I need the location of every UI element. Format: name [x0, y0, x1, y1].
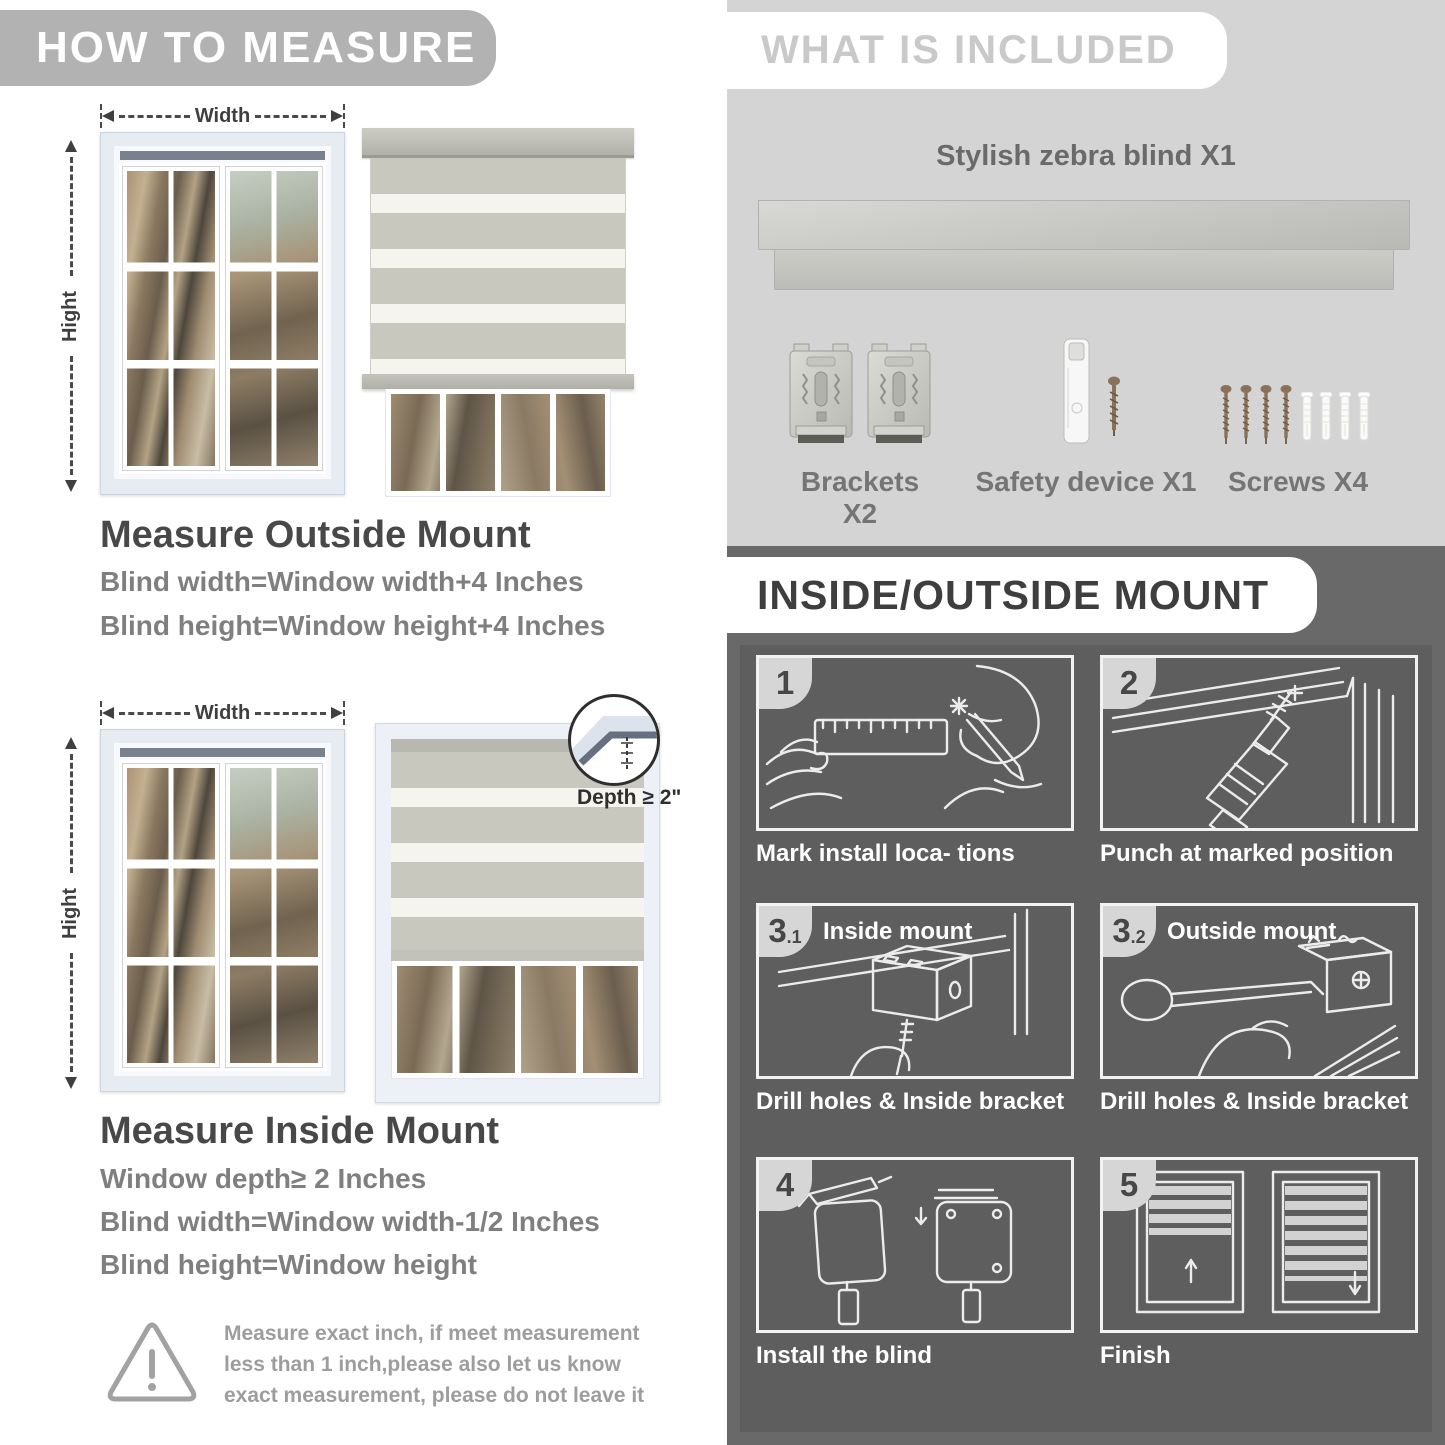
step-3-1-frame [756, 903, 1074, 1079]
dim-tick [343, 104, 345, 128]
arrowhead-right-icon [331, 110, 343, 122]
how-to-measure-banner [0, 10, 496, 86]
height-label: Hight [59, 290, 82, 342]
brackets-label: Brackets X2 [800, 466, 920, 529]
height-label-wrap [45, 878, 96, 948]
step-5-caption: Finish [1100, 1342, 1171, 1369]
step-3-2-caption: Drill holes & Inside bracket [1100, 1088, 1409, 1115]
outside-mount-formula-height: Blind height=Window height+4 Inches [100, 610, 606, 641]
zebra-blind-outside-mount [362, 128, 634, 497]
mini-pane [501, 394, 605, 491]
inside-mount-formula-width: Blind width=Window width-1/2 Inches [100, 1206, 600, 1237]
mount-title: INSIDE/OUTSIDE MOUNT [757, 571, 1270, 618]
dashed-line [119, 712, 190, 715]
step-3-1-title: Inside mount [823, 918, 973, 945]
how-to-measure-title: HOW TO MEASURE [36, 23, 477, 72]
window-pane-right [226, 167, 322, 470]
screw-icon [1106, 376, 1122, 438]
depth-magnifier-icon [568, 694, 660, 786]
window-frame [114, 146, 331, 479]
step-5 [1100, 1157, 1418, 1370]
mount-banner [727, 557, 1317, 633]
window-frame [114, 743, 331, 1076]
headrail-bottom-bar [774, 250, 1394, 290]
mini-pane [391, 394, 495, 491]
screws-label: Screws X4 [1227, 466, 1369, 497]
step-5-frame [1100, 1157, 1418, 1333]
arrowhead-up-icon [65, 737, 77, 749]
bracket-icon [786, 342, 856, 448]
arrowhead-left-icon [102, 110, 114, 122]
window-sashes [119, 760, 326, 1071]
step-3-1-badge: 3 .1 [758, 905, 812, 957]
step-4 [756, 1157, 1074, 1370]
dashed-line [119, 115, 190, 118]
depth-label: Depth ≥ 2" [577, 786, 682, 809]
blind-bottom-rail [362, 374, 634, 389]
dashed-line [70, 754, 73, 873]
window-below-blind [391, 961, 644, 1079]
step-1-caption: Mark install loca- tions [756, 840, 1015, 867]
inside-mount-formula-height: Blind height=Window height [100, 1249, 477, 1280]
bracket-icon [864, 342, 934, 448]
inside-mount-title: Measure Inside Mount [100, 1110, 500, 1152]
dashed-line [70, 953, 73, 1072]
screws-icon [1218, 384, 1294, 446]
step-3-1 [756, 903, 1074, 1116]
arrowhead-left-icon [102, 707, 114, 719]
arrowhead-right-icon [331, 707, 343, 719]
mini-pane [521, 966, 639, 1073]
window-below-blind [385, 389, 611, 497]
blind-bottom-rail [391, 950, 644, 961]
step-2 [1100, 655, 1418, 868]
blind-headrail [362, 128, 634, 158]
mini-pane [397, 966, 515, 1073]
dashed-line [255, 115, 326, 118]
dim-tick [343, 701, 345, 725]
step-3-2-badge: 3 .2 [1102, 905, 1156, 957]
blind-stripes [370, 158, 626, 374]
height-label-wrap [45, 281, 96, 351]
arrowhead-down-icon [65, 480, 77, 492]
step-1-badge: 1 [758, 657, 812, 709]
window-pane-right [226, 764, 322, 1067]
headrail-top-bar [758, 200, 1410, 250]
step-2-badge: 2 [1102, 657, 1156, 709]
wall-anchors-icon [1300, 392, 1372, 446]
dashed-line [255, 712, 326, 715]
dashed-line [70, 356, 73, 475]
step-2-frame [1100, 655, 1418, 831]
step-3-2-frame [1100, 903, 1418, 1079]
window-pane-left [123, 167, 219, 470]
zebra-blind-quantity-label: Stylish zebra blind X1 [936, 140, 1236, 172]
step-3-2-title: Outside mount [1167, 918, 1337, 945]
step-4-badge: 4 [758, 1159, 812, 1211]
zebra-blind-headrail-image [758, 200, 1410, 290]
dashed-line [70, 157, 73, 276]
warning-triangle-icon [104, 1318, 200, 1410]
warning-text: Measure exact inch, if meet measurement less than 1 inch,please also let us know exact measurement, please do not leave it [224, 1322, 645, 1407]
what-is-included-banner [727, 12, 1227, 89]
window-top-rail [120, 748, 325, 757]
window-top-rail [120, 151, 325, 160]
step-1 [756, 655, 1074, 868]
step-1-frame [756, 655, 1074, 831]
width-dimension-arrow-inside [100, 701, 345, 725]
inside-mount-depth-rule: Window depth≥ 2 Inches [100, 1163, 427, 1194]
mount-steps-grid [740, 645, 1432, 1432]
outside-mount-title: Measure Outside Mount [100, 514, 531, 556]
step-4-caption: Install the blind [756, 1342, 933, 1369]
window-photo-inside-mount [100, 729, 345, 1092]
height-label: Hight [59, 887, 82, 939]
step-4-frame [756, 1157, 1074, 1333]
outside-mount-formula-width: Blind width=Window width+4 Inches [100, 566, 584, 597]
step-5-badge: 5 [1102, 1159, 1156, 1211]
frame-corner-detail [571, 697, 657, 783]
window-photo-outside-mount [100, 132, 345, 495]
width-label: Width [194, 104, 251, 127]
arrowhead-down-icon [65, 1077, 77, 1089]
step-3-1-caption: Drill holes & Inside bracket [756, 1088, 1065, 1115]
safety-device-label: Safety device X1 [975, 466, 1197, 497]
arrowhead-up-icon [65, 140, 77, 152]
height-dimension-arrow-outside [58, 140, 84, 492]
window-sashes [119, 163, 326, 474]
safety-device-icon [1056, 336, 1098, 448]
width-dimension-arrow-outside [100, 104, 345, 128]
step-2-caption: Punch at marked position [1100, 840, 1394, 867]
window-pane-left [123, 764, 219, 1067]
measurement-warning [104, 1318, 664, 1411]
what-is-included-title: WHAT IS INCLUDED [761, 28, 1177, 72]
width-label: Width [194, 701, 251, 724]
height-dimension-arrow-inside [58, 737, 84, 1089]
step-3-2 [1100, 903, 1418, 1116]
